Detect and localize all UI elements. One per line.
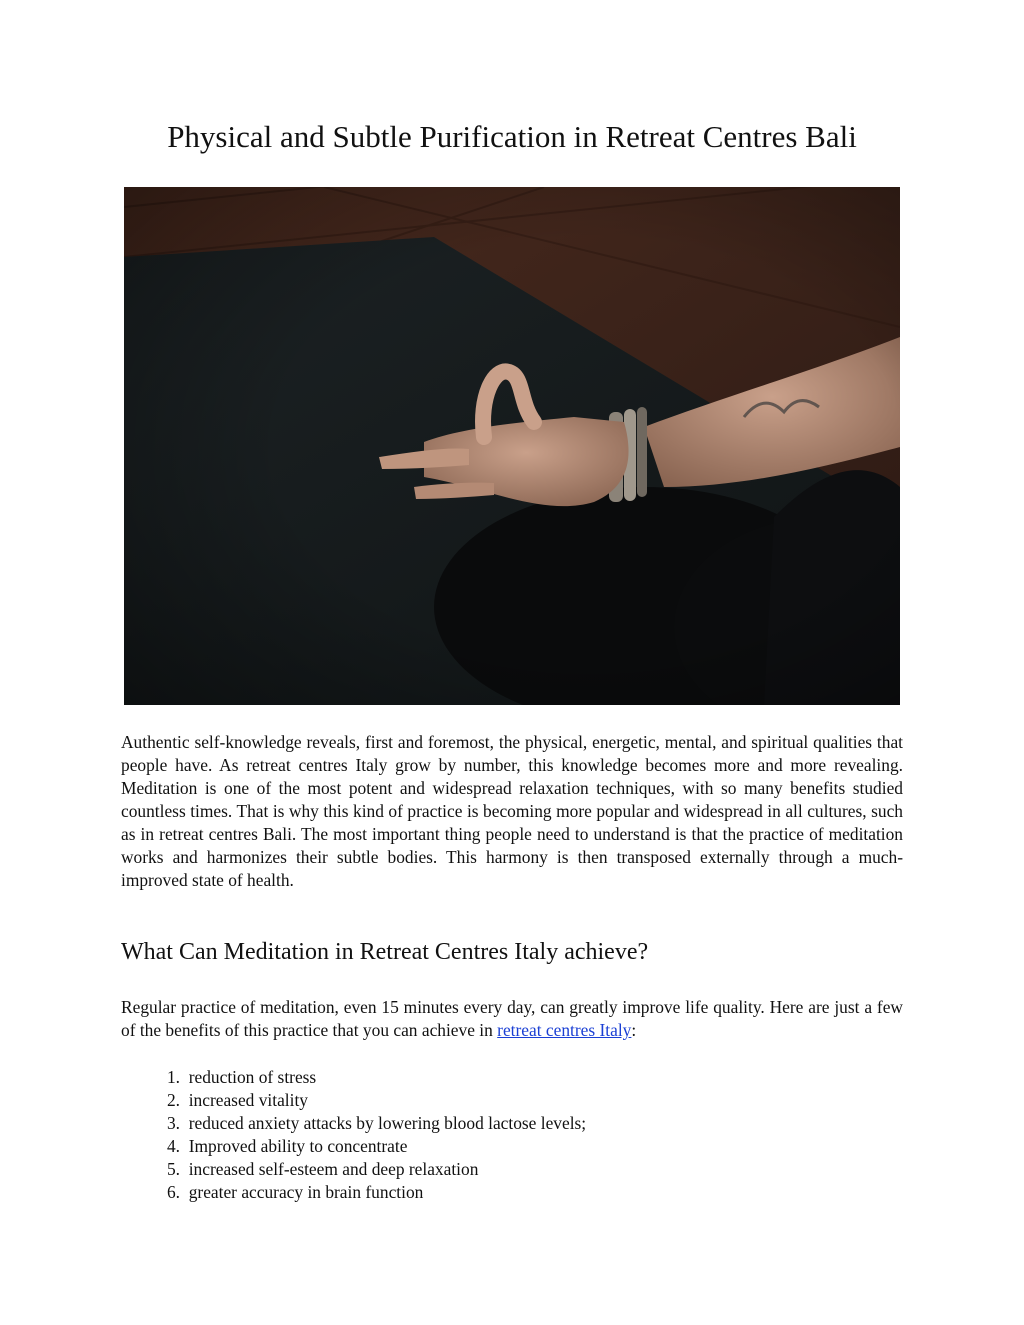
intro-paragraph: Authentic self-knowledge reveals, first and foremost, the physical, energetic, mental, and spiritual qualities that people have. As retreat centres Italy grow by number, this knowledge becomes more and more revealing. Meditation is one of the most potent and widespread relaxation techniques, with so many benefits studied countless times. That is why this kind of practice is becoming more popular and widespread in all cultures, such as in retreat centres Bali. The most important thing people need to understand is that the practice of meditation works and harmonizes their subtle bodies. This harmony is then transposed externally through a much-improved state of health.: [121, 732, 903, 890]
page-title: Physical and Subtle Purification in Retreat Centres Bali: [167, 119, 857, 154]
list-item: [121, 1135, 586, 1158]
list-item-text: increased self-esteem and deep relaxation: [188, 1159, 479, 1179]
benefits-paragraph-text: Regular practice of meditation, even 15 minutes every day, can greatly improve life quality. Here are just a few of the benefits of this practice that you can achieve in: [121, 997, 903, 1040]
list-item-number: 1.: [166, 1067, 180, 1087]
section-heading: What Can Meditation in Retreat Centres Italy achieve?: [121, 939, 649, 965]
hero-photo: [124, 187, 900, 705]
list-item-number: 4.: [166, 1136, 180, 1156]
benefits-paragraph-suffix: :: [631, 1020, 637, 1040]
list-item-number: 5.: [166, 1159, 180, 1179]
list-item-number: 2.: [166, 1090, 180, 1110]
list-item: [121, 1112, 586, 1135]
meditation-hand-photo-icon: [124, 187, 900, 705]
benefits-paragraph: [121, 996, 903, 1042]
list-item-text: Improved ability to concentrate: [188, 1136, 408, 1156]
retreat-centres-italy-link[interactable]: retreat centres Italy: [497, 1020, 632, 1040]
list-item-text: reduced anxiety attacks by lowering blood lactose levels;: [188, 1113, 587, 1133]
list-item: [121, 1158, 586, 1181]
list-item: [121, 1066, 586, 1089]
list-item-number: 6.: [166, 1182, 180, 1202]
list-item-number: 3.: [166, 1113, 180, 1133]
list-item-text: increased vitality: [188, 1090, 308, 1110]
list-item: [121, 1089, 586, 1112]
benefits-list: [121, 1066, 586, 1204]
list-item-text: greater accuracy in brain function: [188, 1182, 424, 1202]
list-item-text: reduction of stress: [188, 1067, 317, 1087]
list-item: [121, 1181, 586, 1204]
